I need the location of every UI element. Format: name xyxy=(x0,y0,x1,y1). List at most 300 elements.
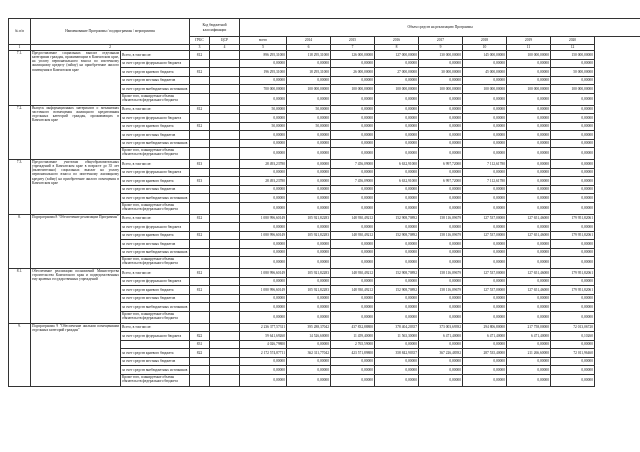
year-value: 0,00000 xyxy=(419,248,463,257)
header-year: 2017 xyxy=(419,37,463,45)
column-index: 11 xyxy=(507,45,551,51)
funding-source-label: Кроме того, планируемые объемы обязательств федерального бюджета xyxy=(121,93,190,105)
grbs-code xyxy=(190,366,210,375)
header-csr: ЦСР xyxy=(210,37,240,45)
year-value: 0,00000 xyxy=(419,194,463,203)
year-value: 0,00000 xyxy=(375,303,419,312)
year-value: 7 112,61780 xyxy=(463,177,507,186)
year-value: 0,00000 xyxy=(551,122,595,131)
year-value: 50,00000 xyxy=(287,105,331,114)
year-value: 0,00000 xyxy=(463,202,507,214)
year-value: 0,00000 xyxy=(287,202,331,214)
year-value: 100 000,00000 xyxy=(551,85,595,94)
year-value: 179 951,82061 xyxy=(551,231,595,240)
column-index: 10 xyxy=(463,45,507,51)
year-value: 0,00000 xyxy=(419,340,463,349)
csr-code xyxy=(210,148,240,160)
year-value: 30 000,00000 xyxy=(419,68,463,77)
year-value: 0,00000 xyxy=(287,340,331,349)
year-value: 50,00000 xyxy=(287,122,331,131)
year-value: 0,00000 xyxy=(551,76,595,85)
year-value: 0,00000 xyxy=(551,374,595,386)
funding-source-label: Всего, в том числе: xyxy=(121,214,190,223)
year-value: 0,00000 xyxy=(463,105,507,114)
budget-table xyxy=(8,18,640,387)
total-value: 0,00000 xyxy=(240,93,287,105)
year-value: 0,00000 xyxy=(287,357,331,366)
grbs-code: 812 xyxy=(190,51,210,60)
total-value: 0,00000 xyxy=(240,223,287,232)
year-value: 0,00000 xyxy=(507,202,551,214)
year-value: 179 951,82061 xyxy=(551,269,595,278)
total-value: 0,00000 xyxy=(240,277,287,286)
section-number: 8.1. xyxy=(9,269,31,324)
year-value: 0,00000 xyxy=(463,168,507,177)
section-name: Выпуск информационных материалов о механизмах частичного возмещения жилищного кредитования отдельных категорий граждан, проживающих в Камчатском крае xyxy=(31,105,121,160)
header-total: всего xyxy=(240,37,287,45)
year-value: 18 295,31000 xyxy=(287,68,331,77)
funding-source-label: за счет средств внебюджетных источников xyxy=(121,366,190,375)
year-value: 367 226,48392 xyxy=(419,349,463,358)
funding-source-label: за счет средств внебюджетных источников xyxy=(121,139,190,148)
year-value: 152 908,70892 xyxy=(375,286,419,295)
year-value: 0,00000 xyxy=(287,374,331,386)
year-value: 72 013,06720 xyxy=(551,323,595,332)
year-value: 0,00000 xyxy=(551,277,595,286)
total-value: 0,00000 xyxy=(240,257,287,269)
year-value: 0,00000 xyxy=(419,257,463,269)
year-value: 148 930,49212 xyxy=(331,214,375,223)
year-value: 0,00000 xyxy=(375,139,419,148)
year-value: 395 288,37042 xyxy=(287,323,331,332)
grbs-code xyxy=(190,303,210,312)
funding-source-label: за счет средств федерального бюджета xyxy=(121,168,190,177)
column-index: 3 xyxy=(190,45,210,51)
csr-code xyxy=(210,240,240,249)
year-value: 0,00000 xyxy=(375,311,419,323)
year-value: 0,00000 xyxy=(551,105,595,114)
funding-source-label: Всего, в том числе: xyxy=(121,269,190,278)
year-value: 0,00000 xyxy=(375,131,419,140)
year-value: 0,00000 xyxy=(463,357,507,366)
year-value: 127 537,00000 xyxy=(463,231,507,240)
year-value: 0,00000 xyxy=(507,257,551,269)
grbs-code xyxy=(190,240,210,249)
year-value: 0,00000 xyxy=(375,248,419,257)
year-value: 0,00000 xyxy=(331,185,375,194)
year-value: 0,00000 xyxy=(331,240,375,249)
header-year: 2019 xyxy=(507,37,551,45)
year-value: 100 000,00000 xyxy=(463,85,507,94)
funding-source-label: за счет средств внебюджетных источников xyxy=(121,303,190,312)
year-value: 0,00000 xyxy=(551,160,595,169)
csr-code xyxy=(210,168,240,177)
grbs-code xyxy=(190,114,210,123)
header-name: Наименование Программы / подпрограммы / мероприятия xyxy=(31,19,190,45)
year-value: 0,00000 xyxy=(463,185,507,194)
year-value: 0,00000 xyxy=(419,277,463,286)
funding-source-label: за счет средств федерального бюджета xyxy=(121,277,190,286)
year-value: 0,00000 xyxy=(463,131,507,140)
year-value: 0,00000 xyxy=(331,374,375,386)
year-value: 0,00000 xyxy=(287,160,331,169)
csr-code xyxy=(210,323,240,332)
funding-source-label: за счет средств местных бюджетов xyxy=(121,76,190,85)
year-value: 0,00000 xyxy=(375,59,419,68)
year-value: 0,00000 xyxy=(287,177,331,186)
year-value: 0,00000 xyxy=(331,366,375,375)
funding-source-label: за счет средств внебюджетных источников xyxy=(121,248,190,257)
year-value: 100 000,00000 xyxy=(331,85,375,94)
total-value: 1 080 996,60149 xyxy=(240,286,287,295)
year-value: 0,00000 xyxy=(507,223,551,232)
column-index: 1 xyxy=(9,45,31,51)
year-value: 0,00000 xyxy=(507,148,551,160)
year-value: 0,00000 xyxy=(419,294,463,303)
funding-source-label xyxy=(121,340,190,349)
year-value: 0,00000 xyxy=(331,294,375,303)
year-value: 0,00000 xyxy=(507,303,551,312)
total-value: 1 080 996,60149 xyxy=(240,214,287,223)
year-value: 0,00000 xyxy=(375,114,419,123)
year-value: 127 537,00000 xyxy=(463,286,507,295)
total-value: 50,00000 xyxy=(240,105,287,114)
year-value: 0,00000 xyxy=(507,139,551,148)
total-value: 196 295,31000 xyxy=(240,68,287,77)
year-value: 0,00000 xyxy=(551,114,595,123)
year-value: 127 537,00000 xyxy=(463,214,507,223)
total-value: 0,00000 xyxy=(240,131,287,140)
year-value: 127 651,46000 xyxy=(507,231,551,240)
csr-code xyxy=(210,139,240,148)
year-value: 50 000,00000 xyxy=(551,68,595,77)
year-value: 152 908,70892 xyxy=(375,214,419,223)
year-value: 0,00000 xyxy=(287,366,331,375)
year-value: 0,00000 xyxy=(287,93,331,105)
year-value: 0,00000 xyxy=(551,303,595,312)
year-value: 126 000,00000 xyxy=(331,51,375,60)
year-value: 0,00000 xyxy=(507,248,551,257)
year-value: 0,00000 xyxy=(419,105,463,114)
year-value: 100 000,00000 xyxy=(507,85,551,94)
year-value: 158 116,09679 xyxy=(419,269,463,278)
table-row xyxy=(9,160,640,169)
total-value: 4 026,79800 xyxy=(240,340,287,349)
header-num: № п/п xyxy=(9,19,31,45)
funding-source-label: за счет средств краевого бюджета xyxy=(121,231,190,240)
funding-source-label: за счет средств местных бюджетов xyxy=(121,131,190,140)
year-value: 0,00000 xyxy=(419,366,463,375)
section-number: 9. xyxy=(9,323,31,386)
year-value: 0,00000 xyxy=(419,202,463,214)
funding-source-label: Всего, в том числе: xyxy=(121,323,190,332)
year-value: 0,00000 xyxy=(331,194,375,203)
year-value: 0,00000 xyxy=(331,202,375,214)
csr-code xyxy=(210,277,240,286)
year-value: 0,00000 xyxy=(463,257,507,269)
year-value: 437 832,88800 xyxy=(331,323,375,332)
year-value: 0,00000 xyxy=(287,131,331,140)
year-value: 100 000,00000 xyxy=(375,85,419,94)
year-value: 0,00000 xyxy=(507,59,551,68)
funding-source-label: за счет средств краевого бюджета xyxy=(121,122,190,131)
year-value: 0,00000 xyxy=(551,168,595,177)
funding-source-label: за счет средств местных бюджетов xyxy=(121,185,190,194)
grbs-code: 812 xyxy=(190,214,210,223)
year-value: 0,00000 xyxy=(419,114,463,123)
table-row xyxy=(9,214,640,223)
year-value: 358 842,90357 xyxy=(375,349,419,358)
grbs-code xyxy=(190,76,210,85)
grbs-code xyxy=(190,59,210,68)
year-value: 6 471,40000 xyxy=(419,332,463,341)
funding-source-label: за счет средств краевого бюджета xyxy=(121,68,190,77)
funding-source-label: за счет средств федерального бюджета xyxy=(121,114,190,123)
total-value: 59 641,69260 xyxy=(240,332,287,341)
csr-code xyxy=(210,214,240,223)
grbs-code: 812 xyxy=(190,68,210,77)
year-value: 0,00000 xyxy=(551,366,595,375)
year-value: 0,00000 xyxy=(331,277,375,286)
csr-code xyxy=(210,160,240,169)
year-value: 0,00000 xyxy=(463,374,507,386)
year-value: 105 921,82283 xyxy=(287,231,331,240)
year-value: 148 930,49212 xyxy=(331,231,375,240)
column-index: 7 xyxy=(331,45,375,51)
csr-code xyxy=(210,366,240,375)
section-name: Подпрограмма 8 "Обеспечение реализации Программы" xyxy=(31,214,121,269)
year-value: 0,00000 xyxy=(507,374,551,386)
year-value: 0,00000 xyxy=(507,168,551,177)
year-value: 6 632,91000 xyxy=(375,160,419,169)
year-value: 0,00000 xyxy=(551,185,595,194)
year-value: 0,00000 xyxy=(463,340,507,349)
total-value: 0,00000 xyxy=(240,148,287,160)
grbs-code: 812 xyxy=(190,105,210,114)
total-value: 2 236 377,57311 xyxy=(240,323,287,332)
year-value: 152 908,70892 xyxy=(375,231,419,240)
year-value: 0,00000 xyxy=(507,311,551,323)
year-value: 0,00000 xyxy=(507,277,551,286)
year-value: 100 000,00000 xyxy=(507,51,551,60)
year-value: 148 930,49212 xyxy=(331,286,375,295)
year-value: 26 000,00000 xyxy=(331,68,375,77)
year-value: 0,00000 xyxy=(375,340,419,349)
year-value: 0,00000 xyxy=(375,148,419,160)
year-value: 0,00000 xyxy=(507,294,551,303)
funding-source-label: Кроме того, планируемые объемы обязательств федерального бюджета xyxy=(121,374,190,386)
grbs-code: 831 xyxy=(190,340,210,349)
year-value: 0,00000 xyxy=(419,76,463,85)
year-value: 2 765,59000 xyxy=(331,340,375,349)
year-value: 0,00000 xyxy=(419,59,463,68)
year-value: 127 651,46000 xyxy=(507,269,551,278)
year-value: 11 563,30000 xyxy=(375,332,419,341)
year-value: 0,00000 xyxy=(551,148,595,160)
total-value: 0,00000 xyxy=(240,366,287,375)
grbs-code: 813 xyxy=(190,160,210,169)
grbs-code xyxy=(190,202,210,214)
year-value: 0,00000 xyxy=(463,122,507,131)
year-value: 0,00000 xyxy=(287,223,331,232)
total-value: 0,00000 xyxy=(240,76,287,85)
year-value: 0,00000 xyxy=(375,357,419,366)
year-value: 0,00000 xyxy=(331,122,375,131)
year-value: 0,00000 xyxy=(463,93,507,105)
total-value: 0,00000 xyxy=(240,59,287,68)
total-value: 0,00000 xyxy=(240,202,287,214)
grbs-code xyxy=(190,374,210,386)
year-value: 0,00000 xyxy=(375,168,419,177)
csr-code xyxy=(210,202,240,214)
csr-code xyxy=(210,332,240,341)
year-value: 0,00000 xyxy=(375,240,419,249)
funding-source-label: за счет средств краевого бюджета xyxy=(121,286,190,295)
grbs-code xyxy=(190,194,210,203)
year-value: 0,00000 xyxy=(551,177,595,186)
grbs-code xyxy=(190,248,210,257)
funding-source-label: за счет средств федерального бюджета xyxy=(121,332,190,341)
year-value: 127 651,46000 xyxy=(507,286,551,295)
year-value: 0,00000 xyxy=(507,366,551,375)
funding-source-label: Всего, в том числе: xyxy=(121,51,190,60)
year-value: 0,00000 xyxy=(419,93,463,105)
funding-source-label: за счет средств местных бюджетов xyxy=(121,357,190,366)
csr-code xyxy=(210,349,240,358)
year-value: 0,00000 xyxy=(463,139,507,148)
year-value: 0,00000 xyxy=(375,185,419,194)
year-value: 158 116,09679 xyxy=(419,286,463,295)
total-value: 0,00000 xyxy=(240,139,287,148)
header-volume: Объем средств на реализацию Программы xyxy=(240,19,640,37)
csr-code xyxy=(210,340,240,349)
year-value: 6 997,72000 xyxy=(419,160,463,169)
year-value: 0,00000 xyxy=(463,59,507,68)
year-value: 0,00000 xyxy=(419,122,463,131)
year-value: 0,00000 xyxy=(419,139,463,148)
grbs-code: 812 xyxy=(190,286,210,295)
year-value: 127 000,00000 xyxy=(375,51,419,60)
year-value: 0,00000 xyxy=(331,303,375,312)
csr-code xyxy=(210,223,240,232)
year-value: 0,00000 xyxy=(507,93,551,105)
grbs-code xyxy=(190,85,210,94)
year-value: 7 456,09000 xyxy=(331,160,375,169)
funding-source-label: за счет средств краевого бюджета xyxy=(121,177,190,186)
grbs-code xyxy=(190,323,210,332)
year-value: 0,00000 xyxy=(331,114,375,123)
year-value: 0,00000 xyxy=(419,185,463,194)
year-value: 6 632,91000 xyxy=(375,177,419,186)
year-value: 0,00000 xyxy=(419,357,463,366)
year-value: 0,00000 xyxy=(507,131,551,140)
total-value: 28 493,23780 xyxy=(240,160,287,169)
grbs-code xyxy=(190,168,210,177)
grbs-code: 822 xyxy=(190,332,210,341)
csr-code xyxy=(210,59,240,68)
csr-code xyxy=(210,311,240,323)
header-year: 2016 xyxy=(375,37,419,45)
year-value: 423 571,89800 xyxy=(331,349,375,358)
year-value: 179 951,82061 xyxy=(551,214,595,223)
year-value: 27 000,00000 xyxy=(375,68,419,77)
funding-source-label: Кроме того, планируемые объемы обязательств федерального бюджета xyxy=(121,257,190,269)
funding-source-label: Кроме того, планируемые объемы обязательств федерального бюджета xyxy=(121,311,190,323)
year-value: 0,00000 xyxy=(507,68,551,77)
table-row xyxy=(9,269,640,278)
year-value: 0,00000 xyxy=(287,114,331,123)
table-row xyxy=(9,105,640,114)
header-grbs: ГРБС xyxy=(190,37,210,45)
year-value: 0,00000 xyxy=(375,257,419,269)
year-value: 0,00000 xyxy=(375,374,419,386)
csr-code xyxy=(210,194,240,203)
funding-source-label: Кроме того, планируемые объемы обязательств федерального бюджета xyxy=(121,148,190,160)
year-value: 158 116,09679 xyxy=(419,231,463,240)
csr-code xyxy=(210,294,240,303)
year-value: 0,00000 xyxy=(375,93,419,105)
csr-code xyxy=(210,269,240,278)
year-value: 0,00000 xyxy=(551,294,595,303)
year-value: 127 537,00000 xyxy=(463,269,507,278)
year-value: 0,00000 xyxy=(287,277,331,286)
funding-source-label: Кроме того, планируемые объемы обязательств федерального бюджета xyxy=(121,202,190,214)
year-value: 0,00000 xyxy=(419,148,463,160)
csr-code xyxy=(210,85,240,94)
year-value: 152 908,70892 xyxy=(375,269,419,278)
grbs-code xyxy=(190,357,210,366)
year-value: 0,00000 xyxy=(507,185,551,194)
column-index: 9 xyxy=(419,45,463,51)
year-value: 6 997,72000 xyxy=(419,177,463,186)
year-value: 0,00000 xyxy=(419,311,463,323)
year-value: 0,00000 xyxy=(419,240,463,249)
year-value: 0,00000 xyxy=(507,160,551,169)
grbs-code xyxy=(190,257,210,269)
csr-code xyxy=(210,76,240,85)
year-value: 0,00000 xyxy=(507,357,551,366)
grbs-code: 812 xyxy=(190,269,210,278)
section-number: 8. xyxy=(9,214,31,269)
grbs-code xyxy=(190,131,210,140)
total-value: 0,00000 xyxy=(240,194,287,203)
total-value: 0,00000 xyxy=(240,294,287,303)
funding-source-label: за счет средств федерального бюджета xyxy=(121,223,190,232)
year-value: 0,00000 xyxy=(331,311,375,323)
year-value: 11 459,40000 xyxy=(331,332,375,341)
csr-code xyxy=(210,357,240,366)
section-number: 7.2. xyxy=(9,105,31,160)
total-value: 0,00000 xyxy=(240,185,287,194)
year-value: 0,00000 xyxy=(375,277,419,286)
csr-code xyxy=(210,286,240,295)
year-value: 179 951,82061 xyxy=(551,286,595,295)
year-value: 0,00000 xyxy=(331,105,375,114)
year-value: 0,00000 xyxy=(463,277,507,286)
year-value: 0,00000 xyxy=(551,131,595,140)
grbs-code: 812 xyxy=(190,122,210,131)
year-value: 7 456,09000 xyxy=(331,177,375,186)
year-value: 0,00000 xyxy=(419,303,463,312)
year-value: 287 535,40000 xyxy=(463,349,507,358)
year-value: 14 526,60000 xyxy=(287,332,331,341)
year-value: 0,00000 xyxy=(287,194,331,203)
year-value: 118 295,31000 xyxy=(287,51,331,60)
year-value: 0,00000 xyxy=(375,366,419,375)
year-value: 0,00000 xyxy=(331,93,375,105)
year-value: 100 000,00000 xyxy=(287,85,331,94)
year-value: 0,00000 xyxy=(331,59,375,68)
